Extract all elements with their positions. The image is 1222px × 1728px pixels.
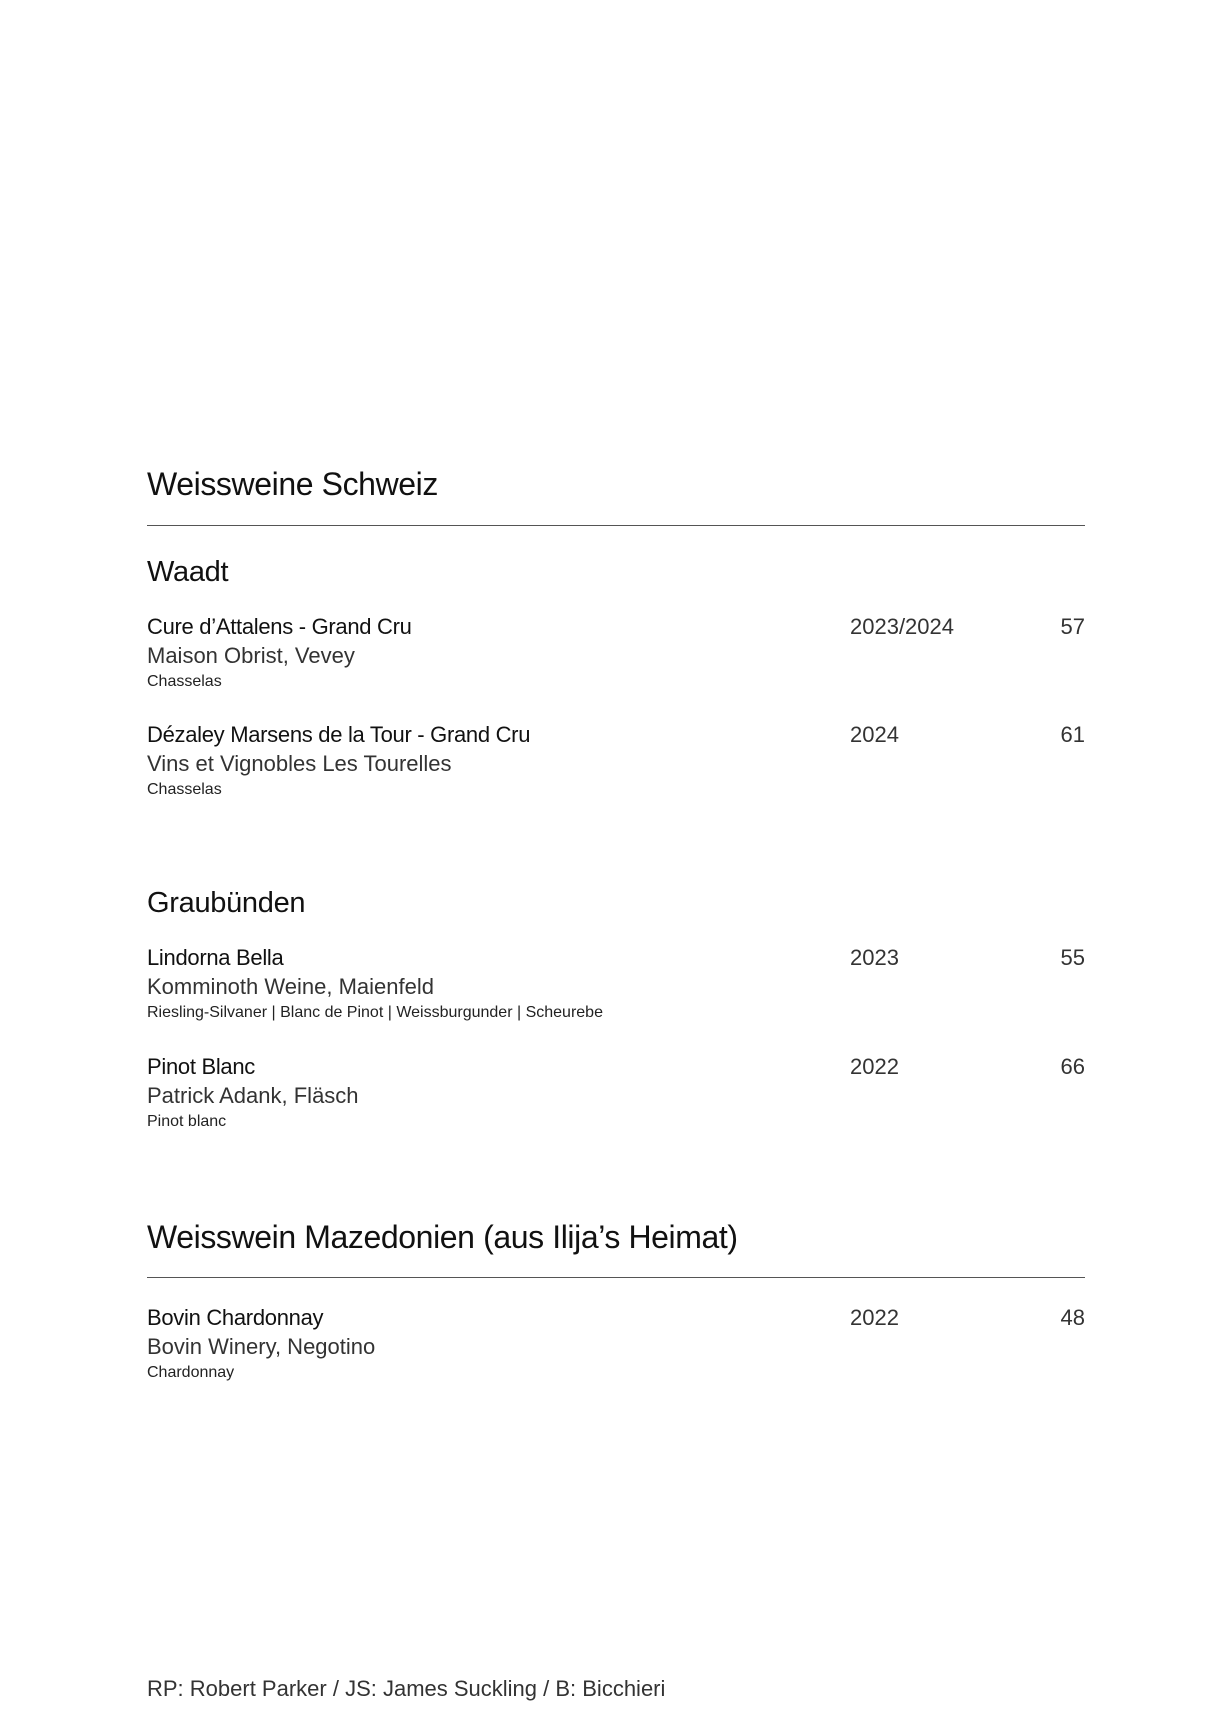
wine-list-page (147, 0, 1085, 1728)
wine-price: 66 (1060, 1054, 1085, 1079)
region-title-waadt: Waadt (147, 556, 229, 588)
wine-producer: Bovin Winery, Negotino (147, 1334, 376, 1359)
wine-price: 61 (1060, 722, 1085, 747)
wine-name: Bovin Chardonnay (147, 1305, 324, 1330)
wine-vintage: 2024 (850, 722, 899, 747)
wine-name: Dézaley Marsens de la Tour - Grand Cru (147, 722, 531, 747)
wine-producer: Patrick Adank, Fläsch (147, 1083, 359, 1108)
wine-price: 48 (1060, 1305, 1085, 1330)
section-divider (147, 1277, 1085, 1278)
wine-vintage: 2022 (850, 1305, 899, 1330)
wine-grapes: Chasselas (147, 673, 222, 690)
wine-vintage: 2023/2024 (850, 614, 954, 639)
rating-legend-footer: RP: Robert Parker / JS: James Suckling / B: Bicchieri (147, 1676, 666, 1701)
wine-entry (147, 722, 1085, 802)
wine-vintage: 2023 (850, 945, 899, 970)
wine-price: 55 (1060, 945, 1085, 970)
section-title: Weissweine Schweiz (147, 466, 438, 502)
wine-name: Pinot Blanc (147, 1054, 255, 1079)
wine-price: 57 (1060, 614, 1085, 639)
wine-entry (147, 614, 1085, 694)
wine-producer: Komminoth Weine, Maienfeld (147, 974, 434, 999)
wine-grapes: Pinot blanc (147, 1113, 227, 1130)
wine-entry (147, 1054, 1085, 1134)
wine-producer: Maison Obrist, Vevey (147, 643, 355, 668)
section-title: Weisswein Mazedonien (aus Ilija’s Heimat) (147, 1219, 738, 1255)
section-divider (147, 525, 1085, 526)
wine-grapes: Chasselas (147, 781, 222, 798)
wine-grapes: Riesling-Silvaner | Blanc de Pinot | Weissburgunder | Scheurebe (147, 1004, 603, 1021)
wine-entry (147, 945, 1085, 1025)
wine-name: Cure d’Attalens - Grand Cru (147, 614, 412, 639)
wine-entry (147, 1305, 1085, 1385)
wine-producer: Vins et Vignobles Les Tourelles (147, 751, 452, 776)
wine-grapes: Chardonnay (147, 1364, 235, 1381)
wine-name: Lindorna Bella (147, 945, 284, 970)
wine-vintage: 2022 (850, 1054, 899, 1079)
region-title-graubuenden: Graubünden (147, 887, 306, 919)
